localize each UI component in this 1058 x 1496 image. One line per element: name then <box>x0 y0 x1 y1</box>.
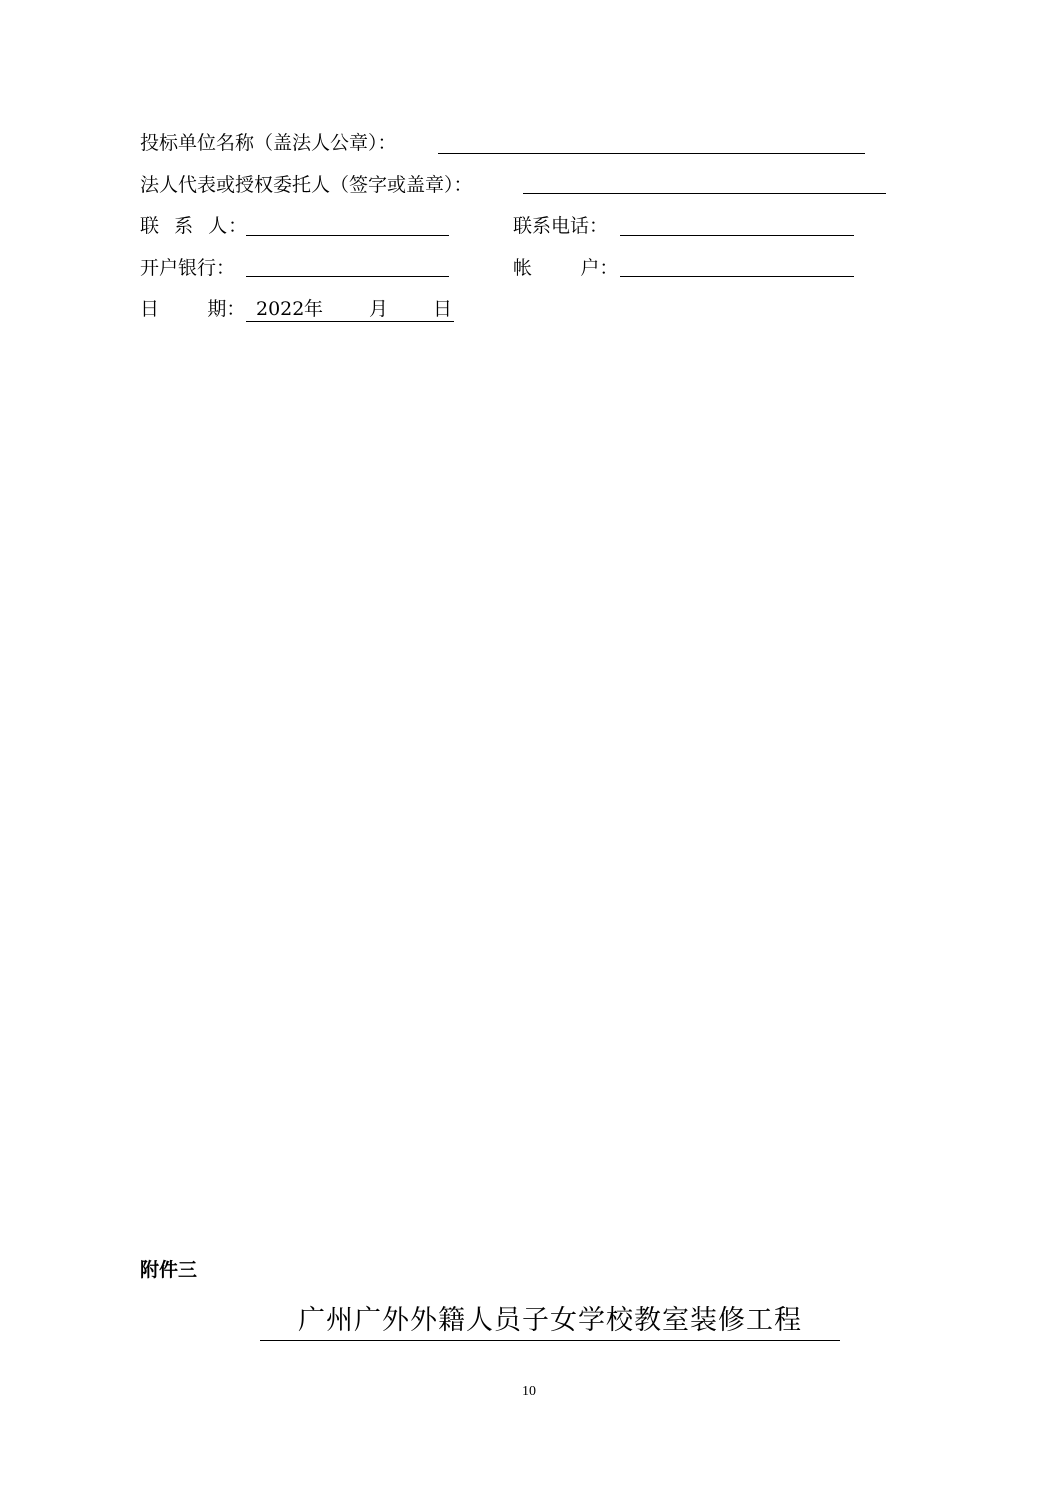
legal-rep-field[interactable] <box>523 193 886 194</box>
contact-field[interactable] <box>246 235 449 236</box>
date-month-unit: 月 <box>369 298 389 320</box>
bidder-name-label: 投标单位名称（盖法人公章）： <box>140 132 397 154</box>
annex-title: 广州广外外籍人员子女学校教室装修工程 <box>260 1304 840 1341</box>
legal-rep-label: 法人代表或授权委托人（签字或盖章）： <box>140 174 473 196</box>
date-field[interactable] <box>246 297 454 322</box>
contact-label-text: 联 系 人： <box>140 215 249 237</box>
account-label: 帐 户： <box>513 257 619 279</box>
page-number: 10 <box>522 1384 536 1399</box>
bank-field[interactable] <box>246 276 449 277</box>
phone-label: 联系电话： <box>513 215 609 237</box>
bidder-name-field[interactable] <box>438 153 865 154</box>
date-year-unit: 年 <box>304 298 324 320</box>
date-year: 2022 <box>256 298 305 320</box>
date-day-unit: 日 <box>433 298 453 320</box>
phone-field[interactable] <box>620 235 854 236</box>
bank-label: 开户银行： <box>140 257 236 279</box>
annex-label: 附件三 <box>140 1259 198 1281</box>
contact-label <box>140 214 248 238</box>
date-label: 日 期： <box>140 298 246 320</box>
account-field[interactable] <box>620 276 854 277</box>
